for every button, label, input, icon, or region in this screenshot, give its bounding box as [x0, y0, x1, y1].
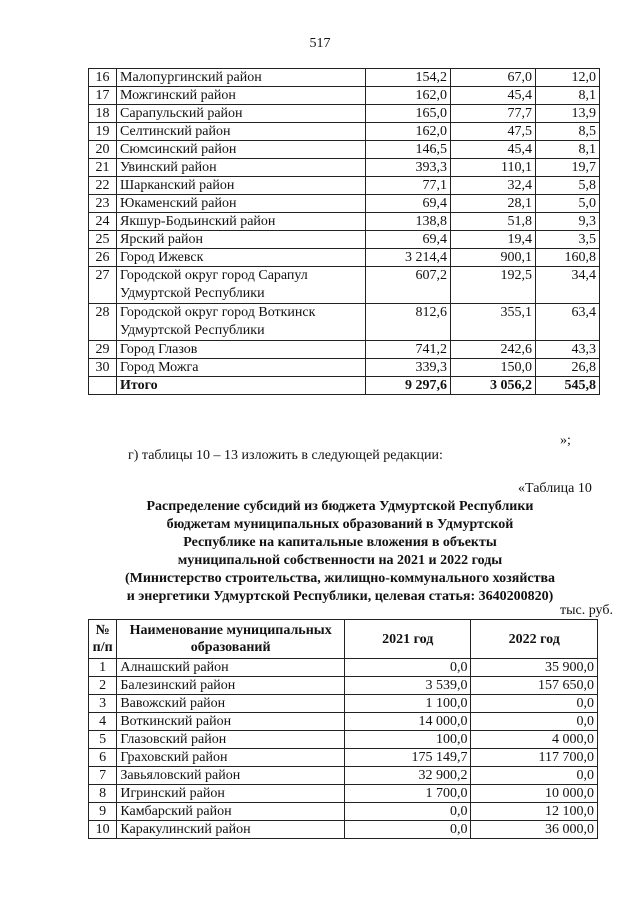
value-col-2: 47,5	[451, 123, 536, 141]
table-row	[89, 785, 598, 803]
value-col-2: 192,5	[451, 267, 536, 304]
value-col-3: 5,0	[536, 195, 600, 213]
value-col-2: 355,1	[451, 304, 536, 341]
table-row	[89, 749, 598, 767]
row-number: 29	[89, 341, 117, 359]
municipality-name: Сарапульский район	[117, 105, 366, 123]
row-number: 25	[89, 231, 117, 249]
table-row	[89, 159, 600, 177]
table-row	[89, 659, 598, 677]
municipality-name: Ярский район	[117, 231, 366, 249]
header-year-2021: 2021 год	[345, 620, 471, 659]
value-col-2: 32,4	[451, 177, 536, 195]
total-label: Итого	[117, 377, 366, 395]
total-value-2: 3 056,2	[451, 377, 536, 395]
value-col-2: 242,6	[451, 341, 536, 359]
value-2021: 1 700,0	[345, 785, 471, 803]
value-col-1: 741,2	[366, 341, 451, 359]
municipality-name: Якшур-Бодьинский район	[117, 213, 366, 231]
value-col-3: 8,5	[536, 123, 600, 141]
row-number: 27	[89, 267, 117, 304]
value-col-2: 28,1	[451, 195, 536, 213]
value-col-2: 45,4	[451, 87, 536, 105]
municipality-name: Шарканский район	[117, 177, 366, 195]
table-row	[89, 677, 598, 695]
value-2022: 12 100,0	[471, 803, 598, 821]
municipality-name: Малопургинский район	[117, 69, 366, 87]
value-col-1: 162,0	[366, 87, 451, 105]
row-number: 4	[89, 713, 117, 731]
table-row	[89, 177, 600, 195]
value-col-2: 150,0	[451, 359, 536, 377]
municipality-name: Глазовский район	[117, 731, 345, 749]
row-number: 23	[89, 195, 117, 213]
municipality-name: Городской округ город Воткинск Удмуртской Республики	[117, 304, 366, 341]
value-col-3: 13,9	[536, 105, 600, 123]
value-col-2: 110,1	[451, 159, 536, 177]
table-heading	[80, 498, 600, 606]
header-number-line2: п/п	[92, 640, 113, 655]
municipality-name: Юкаменский район	[117, 195, 366, 213]
table-row	[89, 695, 598, 713]
value-col-2: 51,8	[451, 213, 536, 231]
row-number: 21	[89, 159, 117, 177]
header-municipality-line1: Наименование муниципальных	[129, 623, 332, 638]
heading-line: Распределение субсидий из бюджета Удмуртской Республики	[146, 499, 534, 514]
row-number: 5	[89, 731, 117, 749]
value-col-3: 43,3	[536, 341, 600, 359]
value-col-1: 339,3	[366, 359, 451, 377]
municipality-name: Город Глазов	[117, 341, 366, 359]
value-2022: 157 650,0	[471, 677, 598, 695]
row-number: 2	[89, 677, 117, 695]
municipality-name: Город Можга	[117, 359, 366, 377]
value-2021: 0,0	[345, 803, 471, 821]
row-number: 22	[89, 177, 117, 195]
municipality-name: Сюмсинский район	[117, 141, 366, 159]
row-number: 16	[89, 69, 117, 87]
value-2022: 0,0	[471, 767, 598, 785]
value-col-3: 3,5	[536, 231, 600, 249]
value-2022: 35 900,0	[471, 659, 598, 677]
value-col-1: 812,6	[366, 304, 451, 341]
header-municipality	[117, 620, 345, 659]
value-2021: 1 100,0	[345, 695, 471, 713]
header-municipality-line2: образований	[190, 640, 271, 655]
row-number: 9	[89, 803, 117, 821]
heading-line: Республике на капитальные вложения в объекты	[183, 535, 497, 550]
table-row	[89, 87, 600, 105]
header-row	[89, 620, 598, 659]
value-2021: 32 900,2	[345, 767, 471, 785]
value-2021: 3 539,0	[345, 677, 471, 695]
row-number: 8	[89, 785, 117, 803]
row-number: 30	[89, 359, 117, 377]
value-col-1: 69,4	[366, 231, 451, 249]
table-row	[89, 767, 598, 785]
table-number-label: «Таблица 10	[518, 481, 592, 496]
table-row	[89, 713, 598, 731]
municipality-name: Воткинский район	[117, 713, 345, 731]
row-number: 10	[89, 821, 117, 839]
closing-quote: »;	[560, 433, 571, 448]
value-col-1: 138,8	[366, 213, 451, 231]
table-row	[89, 213, 600, 231]
value-col-1: 77,1	[366, 177, 451, 195]
value-col-1: 607,2	[366, 267, 451, 304]
municipality-name: Селтинский район	[117, 123, 366, 141]
heading-line: (Министерство строительства, жилищно-коммунального хозяйства	[124, 571, 556, 586]
subsidy-table-10	[88, 619, 598, 839]
table-row	[89, 123, 600, 141]
heading-line: муниципальной собственности на 2021 и 2022 годы	[177, 553, 503, 568]
value-col-3: 63,4	[536, 304, 600, 341]
value-col-1: 3 214,4	[366, 249, 451, 267]
value-col-2: 67,0	[451, 69, 536, 87]
value-2021: 0,0	[345, 821, 471, 839]
municipality-name: Городской округ город Сарапул Удмуртской Республики	[117, 267, 366, 304]
value-col-1: 69,4	[366, 195, 451, 213]
value-col-3: 9,3	[536, 213, 600, 231]
table-row	[89, 141, 600, 159]
row-number	[89, 377, 117, 395]
table-row	[89, 359, 600, 377]
table-row	[89, 231, 600, 249]
value-col-3: 19,7	[536, 159, 600, 177]
value-col-3: 26,8	[536, 359, 600, 377]
row-number: 19	[89, 123, 117, 141]
municipality-name: Балезинский район	[117, 677, 345, 695]
row-number: 26	[89, 249, 117, 267]
value-2021: 14 000,0	[345, 713, 471, 731]
header-year-2022: 2022 год	[471, 620, 598, 659]
row-number: 20	[89, 141, 117, 159]
value-2022: 4 000,0	[471, 731, 598, 749]
table-row	[89, 267, 600, 304]
value-col-3: 5,8	[536, 177, 600, 195]
row-number: 6	[89, 749, 117, 767]
value-col-3: 34,4	[536, 267, 600, 304]
row-number: 3	[89, 695, 117, 713]
total-value-1: 9 297,6	[366, 377, 451, 395]
value-col-1: 154,2	[366, 69, 451, 87]
table-row	[89, 249, 600, 267]
total-value-3: 545,8	[536, 377, 600, 395]
total-row	[89, 377, 600, 395]
table-row	[89, 195, 600, 213]
municipality-name: Увинский район	[117, 159, 366, 177]
table-row	[89, 803, 598, 821]
row-number: 17	[89, 87, 117, 105]
value-col-1: 162,0	[366, 123, 451, 141]
unit-label: тыс. руб.	[560, 603, 613, 618]
row-number: 28	[89, 304, 117, 341]
municipality-name: Алнашский район	[117, 659, 345, 677]
value-2021: 100,0	[345, 731, 471, 749]
municipality-name: Граховский район	[117, 749, 345, 767]
value-col-3: 8,1	[536, 87, 600, 105]
table-row	[89, 341, 600, 359]
value-2022: 0,0	[471, 713, 598, 731]
value-col-2: 45,4	[451, 141, 536, 159]
value-col-3: 8,1	[536, 141, 600, 159]
municipality-name: Можгинский район	[117, 87, 366, 105]
value-2022: 117 700,0	[471, 749, 598, 767]
value-col-3: 160,8	[536, 249, 600, 267]
municipality-name: Игринский район	[117, 785, 345, 803]
value-2022: 10 000,0	[471, 785, 598, 803]
amendment-instruction: г) таблицы 10 – 13 изложить в следующей редакции:	[128, 448, 443, 463]
row-number: 1	[89, 659, 117, 677]
subsidy-table-continued	[88, 68, 600, 395]
value-2022: 0,0	[471, 695, 598, 713]
value-col-2: 19,4	[451, 231, 536, 249]
value-col-3: 12,0	[536, 69, 600, 87]
municipality-name: Город Ижевск	[117, 249, 366, 267]
municipality-name: Камбарский район	[117, 803, 345, 821]
header-number	[89, 620, 117, 659]
table-row	[89, 304, 600, 341]
table-row	[89, 105, 600, 123]
value-2022: 36 000,0	[471, 821, 598, 839]
table-row	[89, 69, 600, 87]
value-col-1: 393,3	[366, 159, 451, 177]
row-number: 24	[89, 213, 117, 231]
row-number: 18	[89, 105, 117, 123]
page-number: 517	[309, 36, 331, 51]
header-number-line1: №	[95, 623, 110, 638]
value-col-2: 900,1	[451, 249, 536, 267]
value-col-1: 146,5	[366, 141, 451, 159]
table-row	[89, 731, 598, 749]
table-row	[89, 821, 598, 839]
value-col-1: 165,0	[366, 105, 451, 123]
municipality-name: Вавожский район	[117, 695, 345, 713]
row-number: 7	[89, 767, 117, 785]
municipality-name: Каракулинский район	[117, 821, 345, 839]
value-col-2: 77,7	[451, 105, 536, 123]
heading-line: и энергетики Удмуртской Республики, целевая статья: 3640200820)	[126, 589, 554, 604]
municipality-name: Завьяловский район	[117, 767, 345, 785]
value-2021: 0,0	[345, 659, 471, 677]
value-2021: 175 149,7	[345, 749, 471, 767]
heading-line: бюджетам муниципальных образований в Удмуртской	[166, 517, 514, 532]
